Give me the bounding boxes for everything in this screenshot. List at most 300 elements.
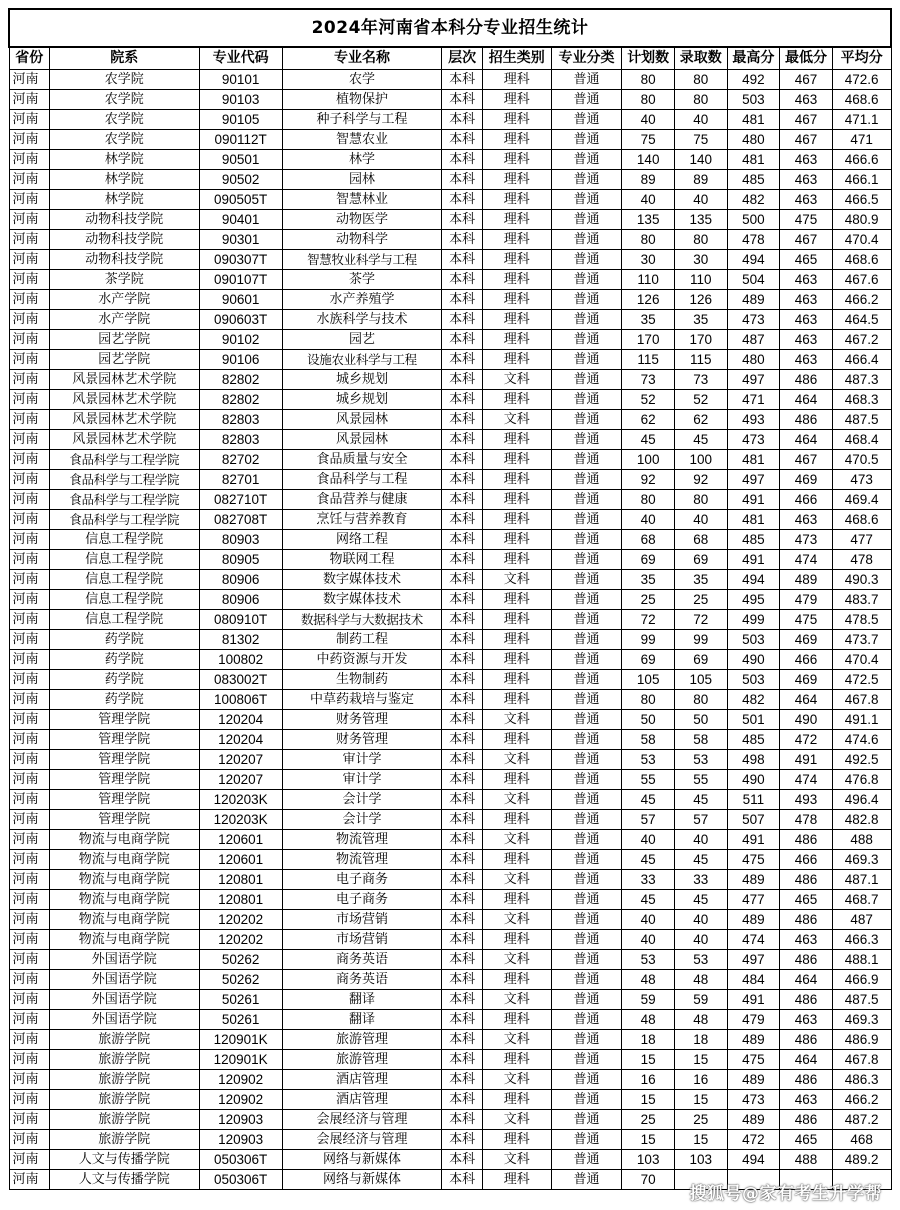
cell-avg-score: 488 (832, 830, 891, 850)
cell-max-score: 491 (727, 550, 780, 570)
cell-max-score: 493 (727, 410, 780, 430)
column-header-min-score: 最低分 (780, 47, 833, 70)
cell-department: 农学院 (49, 70, 199, 90)
cell-department: 物流与电商学院 (49, 930, 199, 950)
cell-category: 理科 (482, 70, 551, 90)
cell-avg-score: 480.9 (832, 210, 891, 230)
cell-plan-count: 80 (622, 70, 675, 90)
cell-province: 河南 (9, 1070, 49, 1090)
cell-admitted-count: 25 (674, 590, 727, 610)
cell-min-score: 467 (780, 230, 833, 250)
cell-classification: 普通 (551, 850, 622, 870)
cell-province: 河南 (9, 110, 49, 130)
cell-admitted-count: 40 (674, 510, 727, 530)
cell-admitted-count: 58 (674, 730, 727, 750)
cell-admitted-count: 115 (674, 350, 727, 370)
cell-major-name: 网络工程 (282, 530, 442, 550)
cell-category: 理科 (482, 490, 551, 510)
cell-admitted-count: 55 (674, 770, 727, 790)
cell-major-code: 120204 (199, 710, 282, 730)
cell-category: 理科 (482, 1130, 551, 1150)
cell-category: 理科 (482, 1010, 551, 1030)
cell-major-name: 动物科学 (282, 230, 442, 250)
cell-category: 理科 (482, 770, 551, 790)
cell-category: 理科 (482, 210, 551, 230)
cell-admitted-count: 75 (674, 130, 727, 150)
cell-classification: 普通 (551, 1110, 622, 1130)
cell-max-score: 503 (727, 670, 780, 690)
cell-classification: 普通 (551, 810, 622, 830)
cell-major-name: 财务管理 (282, 710, 442, 730)
cell-classification: 普通 (551, 1030, 622, 1050)
cell-avg-score: 483.7 (832, 590, 891, 610)
cell-max-score: 489 (727, 1070, 780, 1090)
cell-admitted-count: 62 (674, 410, 727, 430)
cell-min-score: 466 (780, 490, 833, 510)
cell-major-code: 90502 (199, 170, 282, 190)
cell-category: 理科 (482, 690, 551, 710)
cell-plan-count: 35 (622, 570, 675, 590)
cell-avg-score: 487.3 (832, 370, 891, 390)
cell-major-name: 旅游管理 (282, 1050, 442, 1070)
cell-level: 本科 (442, 430, 482, 450)
cell-category: 文科 (482, 1070, 551, 1090)
cell-province: 河南 (9, 350, 49, 370)
table-row (9, 910, 891, 930)
cell-major-code: 100806T (199, 690, 282, 710)
cell-level: 本科 (442, 730, 482, 750)
cell-avg-score: 468 (832, 1130, 891, 1150)
cell-admitted-count: 50 (674, 710, 727, 730)
cell-plan-count: 15 (622, 1130, 675, 1150)
table-row (9, 290, 891, 310)
cell-min-score: 464 (780, 970, 833, 990)
table-row (9, 1030, 891, 1050)
table-row (9, 710, 891, 730)
cell-avg-score: 486.9 (832, 1030, 891, 1050)
cell-classification: 普通 (551, 950, 622, 970)
cell-level: 本科 (442, 850, 482, 870)
cell-avg-score: 468.3 (832, 390, 891, 410)
cell-level: 本科 (442, 650, 482, 670)
cell-province: 河南 (9, 930, 49, 950)
cell-province: 河南 (9, 770, 49, 790)
cell-province: 河南 (9, 610, 49, 630)
cell-min-score: 465 (780, 890, 833, 910)
cell-admitted-count: 68 (674, 530, 727, 550)
cell-category: 理科 (482, 270, 551, 290)
table-row (9, 890, 891, 910)
cell-plan-count: 170 (622, 330, 675, 350)
cell-category: 文科 (482, 990, 551, 1010)
cell-level: 本科 (442, 830, 482, 850)
cell-max-score: 501 (727, 710, 780, 730)
cell-major-code: 80903 (199, 530, 282, 550)
cell-min-score: 472 (780, 730, 833, 750)
cell-max-score: 480 (727, 350, 780, 370)
cell-max-score: 500 (727, 210, 780, 230)
cell-level: 本科 (442, 930, 482, 950)
cell-plan-count: 62 (622, 410, 675, 430)
cell-admitted-count: 89 (674, 170, 727, 190)
cell-admitted-count: 18 (674, 1030, 727, 1050)
cell-level: 本科 (442, 670, 482, 690)
cell-department: 外国语学院 (49, 950, 199, 970)
cell-classification: 普通 (551, 470, 622, 490)
cell-province: 河南 (9, 490, 49, 510)
cell-level: 本科 (442, 910, 482, 930)
cell-classification: 普通 (551, 1070, 622, 1090)
cell-max-score: 482 (727, 190, 780, 210)
cell-major-code: 120903 (199, 1130, 282, 1150)
cell-major-code: 80906 (199, 570, 282, 590)
cell-department: 信息工程学院 (49, 610, 199, 630)
cell-min-score: 469 (780, 630, 833, 650)
cell-max-score: 497 (727, 470, 780, 490)
cell-category: 理科 (482, 330, 551, 350)
cell-plan-count: 69 (622, 550, 675, 570)
cell-level: 本科 (442, 310, 482, 330)
cell-category: 文科 (482, 1150, 551, 1170)
cell-province: 河南 (9, 70, 49, 90)
cell-department: 物流与电商学院 (49, 910, 199, 930)
cell-classification: 普通 (551, 1170, 622, 1190)
cell-max-score: 491 (727, 990, 780, 1010)
cell-max-score: 479 (727, 1010, 780, 1030)
cell-province: 河南 (9, 230, 49, 250)
column-header-classification: 专业分类 (551, 47, 622, 70)
cell-max-score: 494 (727, 250, 780, 270)
column-header-category: 招生类别 (482, 47, 551, 70)
cell-admitted-count: 53 (674, 750, 727, 770)
cell-level: 本科 (442, 1110, 482, 1130)
table-row (9, 330, 891, 350)
cell-admitted-count: 45 (674, 890, 727, 910)
table-row (9, 1130, 891, 1150)
cell-classification: 普通 (551, 450, 622, 470)
table-row (9, 590, 891, 610)
cell-province: 河南 (9, 190, 49, 210)
cell-major-code: 90601 (199, 290, 282, 310)
table-row (9, 370, 891, 390)
cell-province: 河南 (9, 710, 49, 730)
cell-category: 理科 (482, 590, 551, 610)
cell-level: 本科 (442, 130, 482, 150)
cell-admitted-count: 15 (674, 1050, 727, 1070)
cell-min-score: 486 (780, 1070, 833, 1090)
cell-admitted-count: 33 (674, 870, 727, 890)
cell-max-score: 471 (727, 390, 780, 410)
cell-major-code: 120801 (199, 870, 282, 890)
cell-department: 信息工程学院 (49, 550, 199, 570)
cell-admitted-count: 69 (674, 650, 727, 670)
cell-admitted-count: 40 (674, 190, 727, 210)
cell-max-score: 503 (727, 630, 780, 650)
cell-avg-score: 467.8 (832, 690, 891, 710)
cell-major-name: 数字媒体技术 (282, 590, 442, 610)
cell-plan-count: 105 (622, 670, 675, 690)
cell-category: 文科 (482, 790, 551, 810)
cell-major-code: 120203K (199, 810, 282, 830)
cell-plan-count: 72 (622, 610, 675, 630)
cell-level: 本科 (442, 250, 482, 270)
cell-department: 食品科学与工程学院 (49, 490, 199, 510)
cell-level: 本科 (442, 170, 482, 190)
page-title: 2024年河南省本科分专业招生统计 (9, 9, 891, 47)
cell-department: 信息工程学院 (49, 530, 199, 550)
cell-classification: 普通 (551, 170, 622, 190)
cell-admitted-count: 69 (674, 550, 727, 570)
cell-min-score: 486 (780, 830, 833, 850)
cell-major-code: 100802 (199, 650, 282, 670)
cell-major-code: 50262 (199, 950, 282, 970)
cell-major-name: 翻译 (282, 1010, 442, 1030)
cell-avg-score: 491.1 (832, 710, 891, 730)
cell-major-code: 050306T (199, 1170, 282, 1190)
cell-plan-count: 89 (622, 170, 675, 190)
column-header-province: 省份 (9, 47, 49, 70)
cell-admitted-count: 140 (674, 150, 727, 170)
cell-province: 河南 (9, 590, 49, 610)
cell-province: 河南 (9, 650, 49, 670)
cell-major-code: 120202 (199, 930, 282, 950)
cell-department: 茶学院 (49, 270, 199, 290)
cell-major-name: 酒店管理 (282, 1090, 442, 1110)
cell-max-score: 503 (727, 90, 780, 110)
cell-major-code: 120207 (199, 750, 282, 770)
cell-plan-count: 45 (622, 790, 675, 810)
cell-max-score: 478 (727, 230, 780, 250)
cell-max-score: 472 (727, 1130, 780, 1150)
cell-max-score: 491 (727, 830, 780, 850)
cell-avg-score: 489.2 (832, 1150, 891, 1170)
cell-level: 本科 (442, 1130, 482, 1150)
cell-category: 文科 (482, 570, 551, 590)
cell-level: 本科 (442, 1170, 482, 1190)
cell-category: 理科 (482, 810, 551, 830)
cell-major-code: 090107T (199, 270, 282, 290)
cell-max-score: 494 (727, 1150, 780, 1170)
cell-major-code: 083002T (199, 670, 282, 690)
cell-min-score: 479 (780, 590, 833, 610)
column-header-major-name: 专业名称 (282, 47, 442, 70)
cell-plan-count: 70 (622, 1170, 675, 1190)
cell-major-name: 城乡规划 (282, 370, 442, 390)
cell-admitted-count: 40 (674, 910, 727, 930)
cell-plan-count: 40 (622, 910, 675, 930)
cell-province: 河南 (9, 330, 49, 350)
cell-major-code: 90501 (199, 150, 282, 170)
cell-major-code: 090603T (199, 310, 282, 330)
cell-department: 人文与传播学院 (49, 1170, 199, 1190)
table-row (9, 950, 891, 970)
cell-min-score: 463 (780, 1090, 833, 1110)
cell-avg-score: 470.5 (832, 450, 891, 470)
cell-level: 本科 (442, 1010, 482, 1030)
cell-major-name: 商务英语 (282, 950, 442, 970)
cell-classification: 普通 (551, 350, 622, 370)
cell-min-score: 464 (780, 1050, 833, 1070)
cell-classification: 普通 (551, 570, 622, 590)
cell-max-score: 494 (727, 570, 780, 590)
cell-min-score: 475 (780, 210, 833, 230)
cell-admitted-count: 80 (674, 90, 727, 110)
cell-major-name: 物联网工程 (282, 550, 442, 570)
cell-department: 风景园林艺术学院 (49, 410, 199, 430)
cell-major-name: 网络与新媒体 (282, 1150, 442, 1170)
cell-min-score: 469 (780, 670, 833, 690)
cell-province: 河南 (9, 950, 49, 970)
cell-avg-score: 467.8 (832, 1050, 891, 1070)
cell-classification: 普通 (551, 910, 622, 930)
cell-admitted-count: 48 (674, 1010, 727, 1030)
cell-avg-score: 466.6 (832, 150, 891, 170)
cell-department: 外国语学院 (49, 1010, 199, 1030)
cell-classification: 普通 (551, 550, 622, 570)
cell-avg-score: 472.5 (832, 670, 891, 690)
cell-avg-score: 467.2 (832, 330, 891, 350)
cell-department: 旅游学院 (49, 1050, 199, 1070)
cell-major-name: 会展经济与管理 (282, 1110, 442, 1130)
cell-plan-count: 52 (622, 390, 675, 410)
cell-avg-score: 482.8 (832, 810, 891, 830)
table-row (9, 90, 891, 110)
cell-major-code: 082708T (199, 510, 282, 530)
cell-level: 本科 (442, 470, 482, 490)
cell-admitted-count: 110 (674, 270, 727, 290)
cell-level: 本科 (442, 810, 482, 830)
table-row (9, 410, 891, 430)
table-row (9, 1090, 891, 1110)
table-row (9, 550, 891, 570)
cell-major-name: 智慧林业 (282, 190, 442, 210)
cell-min-score: 488 (780, 1150, 833, 1170)
table-row (9, 490, 891, 510)
cell-avg-score: 466.2 (832, 1090, 891, 1110)
cell-plan-count: 103 (622, 1150, 675, 1170)
cell-province: 河南 (9, 1170, 49, 1190)
cell-category: 理科 (482, 390, 551, 410)
cell-major-code: 90301 (199, 230, 282, 250)
cell-classification: 普通 (551, 330, 622, 350)
cell-major-name: 会展经济与管理 (282, 1130, 442, 1150)
cell-plan-count: 40 (622, 930, 675, 950)
cell-level: 本科 (442, 590, 482, 610)
cell-max-score: 492 (727, 70, 780, 90)
cell-major-name: 城乡规划 (282, 390, 442, 410)
cell-category: 理科 (482, 310, 551, 330)
table-row (9, 730, 891, 750)
cell-plan-count: 68 (622, 530, 675, 550)
cell-category: 理科 (482, 650, 551, 670)
cell-max-score: 489 (727, 1030, 780, 1050)
cell-classification: 普通 (551, 410, 622, 430)
cell-max-score: 475 (727, 1050, 780, 1070)
cell-department: 药学院 (49, 650, 199, 670)
cell-level: 本科 (442, 370, 482, 390)
cell-avg-score: 471 (832, 130, 891, 150)
cell-category: 理科 (482, 450, 551, 470)
cell-major-name: 中草药栽培与鉴定 (282, 690, 442, 710)
cell-province: 河南 (9, 630, 49, 650)
table-row (9, 1050, 891, 1070)
cell-admitted-count: 45 (674, 430, 727, 450)
cell-major-code: 90103 (199, 90, 282, 110)
table-row (9, 250, 891, 270)
cell-category: 理科 (482, 230, 551, 250)
cell-avg-score: 466.3 (832, 930, 891, 950)
cell-major-code: 80906 (199, 590, 282, 610)
cell-plan-count: 33 (622, 870, 675, 890)
cell-min-score: 469 (780, 470, 833, 490)
cell-department: 林学院 (49, 170, 199, 190)
cell-classification: 普通 (551, 210, 622, 230)
cell-admitted-count: 52 (674, 390, 727, 410)
cell-admitted-count: 105 (674, 670, 727, 690)
cell-min-score: 486 (780, 410, 833, 430)
cell-classification: 普通 (551, 630, 622, 650)
cell-department: 管理学院 (49, 750, 199, 770)
cell-major-name: 食品质量与安全 (282, 450, 442, 470)
table-row (9, 1010, 891, 1030)
cell-admitted-count: 40 (674, 830, 727, 850)
cell-major-code: 90401 (199, 210, 282, 230)
cell-max-score: 475 (727, 850, 780, 870)
cell-max-score: 473 (727, 310, 780, 330)
cell-max-score: 481 (727, 150, 780, 170)
cell-classification: 普通 (551, 690, 622, 710)
cell-max-score: 481 (727, 110, 780, 130)
cell-province: 河南 (9, 510, 49, 530)
cell-major-code: 90101 (199, 70, 282, 90)
cell-plan-count: 80 (622, 690, 675, 710)
cell-plan-count: 45 (622, 890, 675, 910)
cell-min-score: 463 (780, 350, 833, 370)
cell-major-code: 120801 (199, 890, 282, 910)
cell-province: 河南 (9, 270, 49, 290)
cell-avg-score: 490.3 (832, 570, 891, 590)
cell-classification: 普通 (551, 70, 622, 90)
table-row (9, 110, 891, 130)
cell-level: 本科 (442, 770, 482, 790)
cell-province: 河南 (9, 730, 49, 750)
cell-avg-score: 472.6 (832, 70, 891, 90)
cell-level: 本科 (442, 1050, 482, 1070)
cell-department: 旅游学院 (49, 1110, 199, 1130)
cell-classification: 普通 (551, 130, 622, 150)
cell-major-code: 120207 (199, 770, 282, 790)
cell-avg-score: 486.3 (832, 1070, 891, 1090)
cell-major-code: 50262 (199, 970, 282, 990)
cell-plan-count: 25 (622, 1110, 675, 1130)
cell-min-score: 463 (780, 270, 833, 290)
table-row (9, 870, 891, 890)
cell-major-code: 120901K (199, 1050, 282, 1070)
cell-level: 本科 (442, 510, 482, 530)
cell-department: 食品科学与工程学院 (49, 450, 199, 470)
cell-avg-score: 478 (832, 550, 891, 570)
cell-level: 本科 (442, 390, 482, 410)
cell-plan-count: 115 (622, 350, 675, 370)
cell-level: 本科 (442, 630, 482, 650)
cell-classification: 普通 (551, 110, 622, 130)
cell-major-name: 会计学 (282, 790, 442, 810)
cell-min-score: 486 (780, 870, 833, 890)
watermark: 搜狐号@家有考生升学帮 (689, 1184, 882, 1204)
cell-category: 理科 (482, 1090, 551, 1110)
cell-admitted-count: 80 (674, 690, 727, 710)
cell-major-name: 制药工程 (282, 630, 442, 650)
